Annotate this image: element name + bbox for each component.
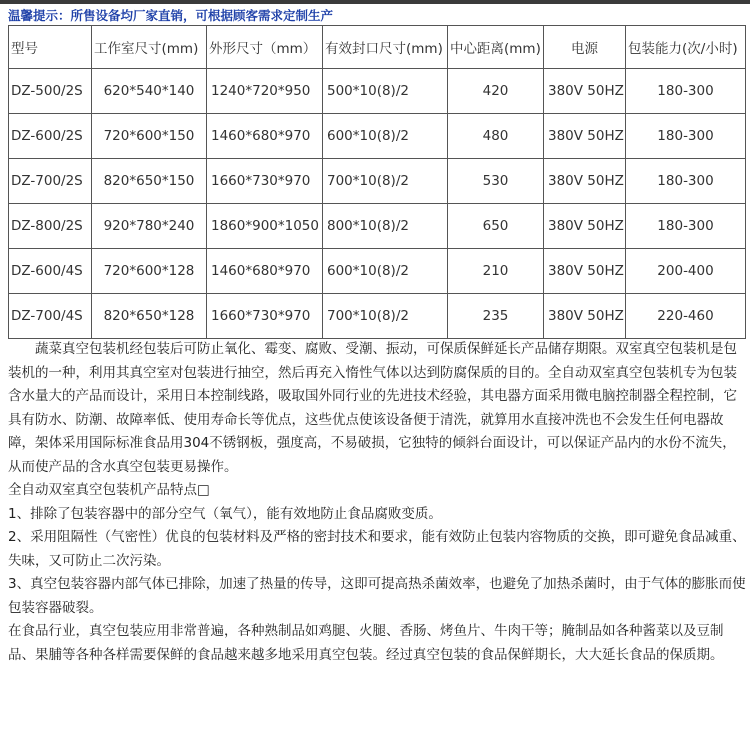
header-capacity: 包装能力(次/小时) [626, 26, 746, 69]
cell-outer-size: 1660*730*970 [207, 294, 323, 339]
header-seal-size: 有效封口尺寸(mm) [323, 26, 448, 69]
cell-chamber-size: 720*600*128 [92, 249, 207, 294]
cell-seal-size: 500*10(8)/2 [323, 69, 448, 114]
notice-banner: 温馨提示：所售设备均厂家直销，可根据顾客需求定制生产 [8, 8, 334, 23]
cell-outer-size: 1460*680*970 [207, 249, 323, 294]
cell-chamber-size: 820*650*128 [92, 294, 207, 339]
table-row [9, 294, 746, 339]
cell-capacity: 220-460 [626, 294, 746, 339]
cell-capacity: 180-300 [626, 159, 746, 204]
cell-outer-size: 1860*900*1050 [207, 204, 323, 249]
cell-chamber-size: 920*780*240 [92, 204, 207, 249]
cell-capacity: 200-400 [626, 249, 746, 294]
feature-item: 3、真空包装容器内部气体已排除，加速了热量的传导，这即可提高热杀菌效率，也避免了加热杀菌时，由于气体的膨胀而使包装容器破裂。 [8, 576, 746, 616]
cell-outer-size: 1660*730*970 [207, 159, 323, 204]
table-row [9, 204, 746, 249]
cell-model: DZ-600/4S [9, 249, 92, 294]
cell-seal-size: 800*10(8)/2 [323, 204, 448, 249]
table-row [9, 249, 746, 294]
cell-model: DZ-500/2S [9, 69, 92, 114]
cell-center-distance: 480 [448, 114, 544, 159]
feature-item: 2、采用阻隔性（气密性）优良的包装材料及严格的密封技术和要求，能有效防止包装内容物质的交换，即可避免食品减重、失味，又可防止二次污染。 [8, 529, 746, 569]
cell-capacity: 180-300 [626, 204, 746, 249]
cell-center-distance: 235 [448, 294, 544, 339]
table-header-row [9, 26, 746, 69]
cell-seal-size: 600*10(8)/2 [323, 249, 448, 294]
spec-table [8, 25, 746, 339]
intro-paragraph: 蔬菜真空包装机经包装后可防止氧化、霉变、腐败、受潮、振动，可保质保鲜延长产品储存期限。双室真空包装机是包装机的一种，利用其真空室对包装进行抽空，然后再充入惰性气体以达到防腐保质的目的。全自动双室真空包装机专为包装含水量大的产品而设计，采用日本控制线路，吸取国外同行业的先进技术经验，其电器方面采用微电脑控制器全程控制，它具有防水、防潮、故障率低、使用寿命长等优点，这些优点使该设备便于清洗，就算用水直接冲洗也不会发生任何电器故障，架体采用国际标准食品用304不锈钢板，强度高，不易破损，它独特的倾斜台面设计，可以保证产品内的水份不流失，从而使产品的含水真空包装更易操作。 [8, 341, 737, 475]
cell-model: DZ-700/2S [9, 159, 92, 204]
cell-seal-size: 700*10(8)/2 [323, 294, 448, 339]
table-row [9, 159, 746, 204]
cell-power: 380V 50HZ [544, 159, 626, 204]
cell-chamber-size: 620*540*140 [92, 69, 207, 114]
cell-center-distance: 650 [448, 204, 544, 249]
header-model: 型号 [9, 26, 92, 69]
cell-power: 380V 50HZ [544, 204, 626, 249]
cell-capacity: 180-300 [626, 69, 746, 114]
cell-model: DZ-800/2S [9, 204, 92, 249]
header-chamber-size: 工作室尺寸(mm) [92, 26, 207, 69]
cell-power: 380V 50HZ [544, 114, 626, 159]
cell-power: 380V 50HZ [544, 249, 626, 294]
cell-outer-size: 1240*720*950 [207, 69, 323, 114]
header-outer-size: 外形尺寸（mm） [207, 26, 323, 69]
cell-chamber-size: 820*650*150 [92, 159, 207, 204]
cell-center-distance: 210 [448, 249, 544, 294]
cell-power: 380V 50HZ [544, 69, 626, 114]
table-row [9, 69, 746, 114]
cell-center-distance: 420 [448, 69, 544, 114]
cell-model: DZ-700/4S [9, 294, 92, 339]
cell-seal-size: 600*10(8)/2 [323, 114, 448, 159]
cell-seal-size: 700*10(8)/2 [323, 159, 448, 204]
cell-capacity: 180-300 [626, 114, 746, 159]
header-power: 电源 [544, 26, 626, 69]
product-description [8, 338, 746, 667]
table-row [9, 114, 746, 159]
cell-model: DZ-600/2S [9, 114, 92, 159]
header-center-distance: 中心距离(mm) [448, 26, 544, 69]
cell-outer-size: 1460*680*970 [207, 114, 323, 159]
closing-paragraph: 在食品行业，真空包装应用非常普遍，各种熟制品如鸡腿、火腿、香肠、烤鱼片、牛肉干等；腌制品如各种酱菜以及豆制品、果脯等各种各样需要保鲜的食品越来越多地采用真空包装。经过真空包装的食品保鲜期长，大大延长食品的保质期。 [8, 623, 724, 663]
cell-center-distance: 530 [448, 159, 544, 204]
top-border [0, 0, 750, 4]
cell-chamber-size: 720*600*150 [92, 114, 207, 159]
features-title: 全自动双室真空包装机产品特点□ [8, 482, 210, 498]
features-title-text: 全自动双室真空包装机产品特点 [8, 482, 197, 498]
cell-power: 380V 50HZ [544, 294, 626, 339]
feature-item: 1、排除了包装容器中的部分空气（氧气），能有效地防止食品腐败变质。 [8, 505, 442, 522]
